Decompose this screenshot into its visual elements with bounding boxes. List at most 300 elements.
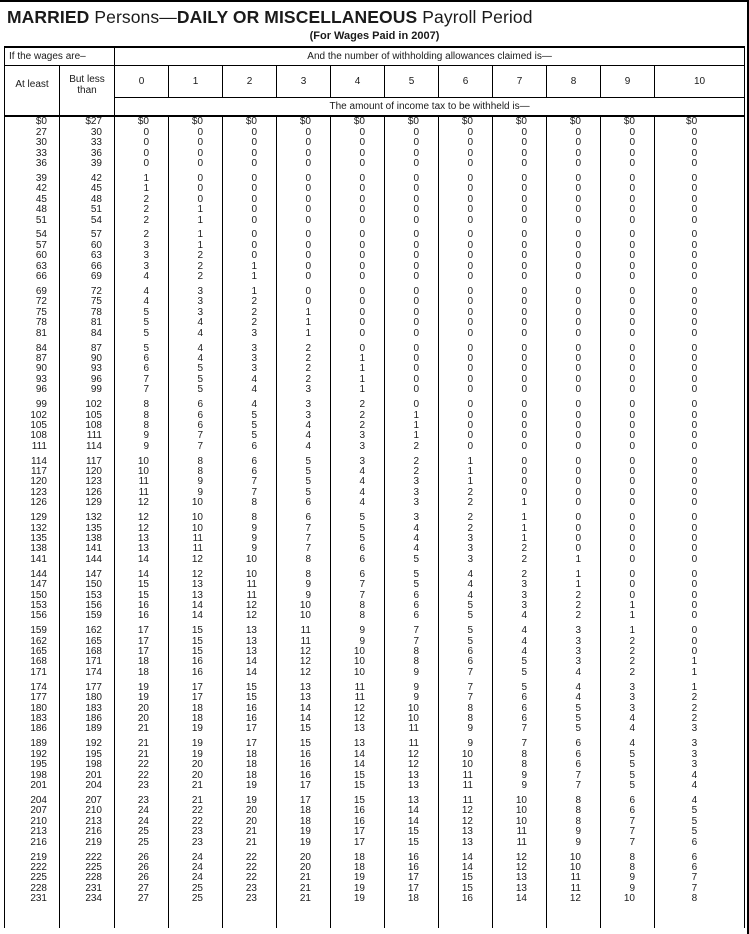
tax-amount-cell: 5	[331, 513, 385, 523]
wage-but-less-cell: 45	[60, 184, 115, 194]
tax-amount-cell: 0	[439, 441, 493, 451]
tax-amount-cell: 19	[277, 837, 331, 847]
tax-amount-cell: 21	[223, 827, 277, 837]
allowance-col-header: 5	[385, 66, 439, 98]
tax-amount-cell: 8	[277, 554, 331, 564]
tax-amount-cell: 0	[655, 513, 745, 523]
tax-amount-cell: 0	[493, 354, 547, 364]
block-gap-cell	[655, 904, 745, 928]
tax-amount-cell: 2	[439, 487, 493, 497]
tax-amount-cell: 0	[493, 230, 547, 240]
tax-amount-cell: 13	[169, 590, 223, 600]
tax-amount-cell: 0	[169, 127, 223, 137]
tax-amount-cell: 5	[493, 667, 547, 677]
tax-amount-cell: 3	[547, 657, 601, 667]
tax-amount-cell: 7	[223, 477, 277, 487]
tax-amount-cell: 0	[655, 287, 745, 297]
tax-amount-cell: 0	[277, 148, 331, 158]
tax-amount-cell: 1	[493, 498, 547, 508]
tax-amount-cell: 2	[601, 657, 655, 667]
tax-amount-cell: 10	[331, 667, 385, 677]
tax-amount-cell: 9	[115, 441, 169, 451]
tax-amount-cell: 10	[385, 714, 439, 724]
wage-at-least-cell: 189	[30, 739, 47, 750]
wage-at-least-cell: 63	[35, 261, 47, 272]
tax-amount-cell: 3	[493, 601, 547, 611]
tax-amount-cell: 3	[547, 626, 601, 636]
tax-amount-cell: 7	[493, 739, 547, 749]
tax-amount-cell: 0	[223, 194, 277, 204]
tax-amount-cell: 19	[223, 781, 277, 791]
tax-amount-cell: 6	[169, 421, 223, 431]
tax-amount-cell: 0	[601, 441, 655, 451]
tax-amount-cell: 1	[115, 184, 169, 194]
tax-amount-cell: 0	[493, 159, 547, 169]
tax-amount-cell: 12	[493, 863, 547, 873]
tax-amount-cell: 8	[601, 863, 655, 873]
tax-amount-cell: 9	[169, 487, 223, 497]
tax-amount-cell: 0	[655, 498, 745, 508]
wages-are-label: If the wages are–	[5, 47, 115, 66]
tax-amount-cell: 1	[169, 215, 223, 225]
wage-but-less-cell: 81	[60, 318, 115, 328]
tax-amount-cell: 0	[547, 287, 601, 297]
tax-amount-cell: 0	[385, 318, 439, 328]
wage-but-less-cell: 189	[60, 724, 115, 734]
wage-but-less-cell: 33	[60, 138, 115, 148]
wage-but-less-cell: 174	[60, 667, 115, 677]
tax-amount-cell: 0	[385, 385, 439, 395]
tax-amount-cell: 1	[439, 456, 493, 466]
tax-amount-cell: 5	[169, 374, 223, 384]
tax-amount-cell: 0	[547, 354, 601, 364]
tax-amount-cell: 0	[439, 272, 493, 282]
tax-amount-cell: 0	[547, 523, 601, 533]
tax-amount-cell: $0	[223, 116, 277, 127]
tax-amount-cell: 3	[385, 487, 439, 497]
tax-amount-cell: 13	[493, 873, 547, 883]
tax-amount-cell: 16	[277, 749, 331, 759]
tax-amount-cell: 0	[601, 148, 655, 158]
tax-amount-cell: 8	[331, 601, 385, 611]
tax-amount-cell: 0	[547, 251, 601, 261]
tax-amount-cell: 0	[547, 138, 601, 148]
tax-amount-cell: 17	[385, 883, 439, 893]
wage-but-less-cell: $27	[60, 116, 115, 127]
wage-at-least-cell: 156	[30, 610, 47, 622]
allowance-col-header: 9	[601, 66, 655, 98]
allowance-col-header: 7	[493, 66, 547, 98]
tax-amount-cell: 9	[385, 667, 439, 677]
tax-amount-cell: 1	[493, 513, 547, 523]
tax-amount-cell: 0	[493, 138, 547, 148]
wage-at-least-cell: 231	[30, 893, 47, 905]
tax-amount-cell: 2	[115, 194, 169, 204]
tax-amount-cell: 15	[439, 883, 493, 893]
tax-amount-cell: 12	[115, 523, 169, 533]
wage-at-least-cell: 129	[30, 512, 47, 524]
tax-amount-cell: 0	[115, 148, 169, 158]
tax-amount-cell: 0	[601, 421, 655, 431]
tax-amount-cell: 0	[601, 159, 655, 169]
tax-amount-cell: 0	[385, 240, 439, 250]
tax-amount-cell: 24	[115, 806, 169, 816]
tax-amount-cell: 2	[493, 554, 547, 564]
tax-amount-cell: 7	[439, 667, 493, 677]
tax-amount-cell: 0	[493, 477, 547, 487]
tax-amount-cell: 5	[277, 467, 331, 477]
block-gap-cell	[385, 904, 439, 928]
tax-amount-cell: 13	[277, 682, 331, 692]
tax-amount-cell: 23	[169, 827, 223, 837]
tax-amount-cell: 17	[115, 626, 169, 636]
tax-amount-cell: 4	[493, 647, 547, 657]
tax-amount-cell: 4	[223, 374, 277, 384]
tax-amount-cell: $0	[439, 116, 493, 127]
tax-amount-cell: 17	[223, 724, 277, 734]
wage-at-least-cell: 45	[35, 194, 47, 205]
tax-amount-cell: 21	[115, 749, 169, 759]
tax-amount-cell: 2	[601, 647, 655, 657]
tax-amount-cell: 0	[547, 318, 601, 328]
tax-amount-cell: 5	[493, 657, 547, 667]
tax-amount-cell: 8	[547, 806, 601, 816]
tax-amount-cell: 0	[601, 184, 655, 194]
tax-amount-cell: 0	[385, 194, 439, 204]
wage-but-less-cell: 54	[60, 215, 115, 225]
tax-amount-cell: 7	[277, 544, 331, 554]
tax-amount-cell: 9	[493, 770, 547, 780]
tax-amount-cell: 0	[223, 205, 277, 215]
tax-amount-cell: 1	[493, 534, 547, 544]
tax-amount-cell: 10	[223, 569, 277, 579]
tax-amount-cell: 5	[331, 534, 385, 544]
tax-amount-cell: 11	[493, 837, 547, 847]
tax-amount-cell: 0	[601, 287, 655, 297]
wage-at-least-cell: 120	[30, 477, 47, 488]
tax-amount-cell: 3	[223, 343, 277, 353]
tax-amount-cell: 1	[439, 467, 493, 477]
tax-amount-cell: 1	[601, 626, 655, 636]
tax-amount-cell: 0	[493, 194, 547, 204]
tax-amount-cell: 6	[277, 513, 331, 523]
tax-amount-cell: 0	[655, 487, 745, 497]
tax-amount-cell: 25	[169, 894, 223, 904]
table-row	[5, 184, 745, 194]
tax-amount-cell: 6	[493, 693, 547, 703]
wage-at-least-cell: 111	[31, 441, 47, 452]
tax-amount-cell: 2	[655, 703, 745, 713]
tax-amount-cell: 0	[439, 261, 493, 271]
tax-amount-cell: 2	[385, 441, 439, 451]
tax-amount-cell: 8	[547, 796, 601, 806]
wage-but-less-cell: 105	[60, 410, 115, 420]
tax-amount-cell: 0	[547, 421, 601, 431]
tax-amount-cell: 0	[331, 194, 385, 204]
tax-amount-cell: 8	[655, 894, 745, 904]
tax-amount-cell: 0	[331, 174, 385, 184]
table-row	[5, 601, 745, 611]
tax-amount-cell: 0	[493, 487, 547, 497]
tax-amount-cell: 13	[277, 693, 331, 703]
table-row	[5, 456, 745, 466]
tax-amount-cell: 0	[331, 343, 385, 353]
block-gap-cell	[601, 904, 655, 928]
tax-amount-cell: 6	[601, 796, 655, 806]
tax-amount-cell: 8	[331, 611, 385, 621]
tax-amount-cell: 5	[169, 364, 223, 374]
tax-amount-cell: 0	[439, 184, 493, 194]
tax-amount-cell: 0	[385, 272, 439, 282]
tax-amount-cell: 13	[223, 636, 277, 646]
table-row	[5, 127, 745, 137]
wage-but-less-cell: 150	[60, 580, 115, 590]
tax-amount-cell: 3	[385, 513, 439, 523]
tax-amount-cell: 15	[115, 580, 169, 590]
tax-amount-cell: 22	[223, 852, 277, 862]
tax-amount-cell: 14	[385, 816, 439, 826]
block-gap-cell	[60, 904, 115, 928]
tax-amount-cell: $0	[385, 116, 439, 127]
tax-amount-cell: 2	[385, 467, 439, 477]
tax-amount-cell: 3	[331, 431, 385, 441]
table-row	[5, 693, 745, 703]
allowance-col-header: 10	[655, 66, 745, 98]
tax-amount-cell: 0	[601, 230, 655, 240]
tax-amount-cell: 26	[115, 873, 169, 883]
wage-at-least-cell: 135	[30, 533, 47, 544]
tax-amount-cell: 12	[385, 749, 439, 759]
tax-amount-cell: 0	[601, 127, 655, 137]
tax-amount-cell: 2	[601, 636, 655, 646]
tax-amount-cell: 0	[655, 354, 745, 364]
tax-amount-cell: 0	[385, 297, 439, 307]
tax-amount-cell: 0	[655, 441, 745, 451]
tax-amount-cell: 0	[547, 127, 601, 137]
tax-amount-cell: 6	[547, 749, 601, 759]
tax-amount-cell: 4	[331, 477, 385, 487]
tax-amount-cell: 21	[169, 796, 223, 806]
tax-amount-cell: 0	[439, 385, 493, 395]
tax-amount-cell: 14	[493, 894, 547, 904]
tax-amount-cell: 6	[223, 441, 277, 451]
header-row-wages	[5, 47, 745, 66]
tax-amount-cell: 7	[331, 580, 385, 590]
table-row	[5, 781, 745, 791]
wage-at-least-cell: 195	[30, 759, 47, 771]
tax-amount-cell: 0	[223, 148, 277, 158]
table-row	[5, 749, 745, 759]
wage-at-least-cell: 27	[35, 127, 47, 138]
tax-amount-cell: 21	[169, 781, 223, 791]
tax-amount-cell: 16	[385, 863, 439, 873]
wage-at-least-cell: 192	[30, 749, 47, 760]
tax-amount-cell: 16	[331, 806, 385, 816]
tax-amount-cell: 0	[655, 477, 745, 487]
tax-amount-cell: 9	[331, 626, 385, 636]
wage-at-least-cell: 204	[30, 795, 47, 806]
tax-amount-cell: 17	[277, 796, 331, 806]
tax-amount-cell: 0	[277, 194, 331, 204]
tax-amount-cell: 15	[115, 590, 169, 600]
tax-amount-cell: 2	[493, 569, 547, 579]
tax-amount-cell: 0	[493, 174, 547, 184]
tax-amount-cell: 7	[331, 590, 385, 600]
tax-amount-cell: 1	[547, 580, 601, 590]
tax-amount-cell: 8	[277, 569, 331, 579]
wage-but-less-cell: 72	[60, 287, 115, 297]
tax-amount-cell: 12	[277, 667, 331, 677]
tax-amount-cell: 0	[277, 159, 331, 169]
tax-amount-cell: 2	[115, 230, 169, 240]
table-row	[5, 852, 745, 862]
tax-amount-cell: 14	[331, 760, 385, 770]
wage-at-least-cell: 72	[35, 297, 47, 308]
tax-amount-cell: 0	[655, 611, 745, 621]
tax-amount-cell: 0	[655, 127, 745, 137]
tax-amount-cell: 0	[493, 148, 547, 158]
tax-amount-cell: 6	[223, 467, 277, 477]
tax-amount-cell: 19	[331, 894, 385, 904]
page-top-border	[0, 0, 749, 2]
tax-amount-cell: 0	[547, 272, 601, 282]
tax-amount-cell: 1	[223, 287, 277, 297]
wage-but-less-cell: 75	[60, 297, 115, 307]
tax-amount-cell: 11	[439, 781, 493, 791]
tax-amount-cell: 0	[439, 159, 493, 169]
tax-amount-cell: 3	[277, 400, 331, 410]
tax-amount-cell: 0	[493, 272, 547, 282]
tax-amount-cell: 6	[331, 544, 385, 554]
tax-amount-cell: 2	[277, 374, 331, 384]
wage-but-less-cell: 123	[60, 477, 115, 487]
tax-amount-cell: 24	[115, 816, 169, 826]
tax-amount-cell: 0	[493, 410, 547, 420]
wage-at-least-cell: 150	[30, 590, 47, 601]
tax-amount-cell: 0	[655, 410, 745, 420]
table-row	[5, 421, 745, 431]
tax-amount-cell: 7	[169, 441, 223, 451]
tax-amount-cell: 0	[547, 328, 601, 338]
tax-amount-cell: 0	[547, 467, 601, 477]
wage-at-least-cell: 225	[30, 872, 47, 884]
tax-amount-cell: 0	[277, 138, 331, 148]
tax-amount-cell: 12	[277, 657, 331, 667]
tax-amount-cell: 2	[331, 400, 385, 410]
tax-amount-cell: 5	[169, 385, 223, 395]
tax-amount-cell: 15	[169, 647, 223, 657]
tax-amount-cell: 9	[547, 827, 601, 837]
tax-amount-cell: 0	[493, 184, 547, 194]
tax-amount-cell: 0	[547, 297, 601, 307]
table-row	[5, 400, 745, 410]
table-row	[5, 647, 745, 657]
tax-amount-cell: 18	[169, 703, 223, 713]
tax-amount-cell: 11	[223, 590, 277, 600]
tax-amount-cell: 2	[547, 601, 601, 611]
tax-amount-cell: 5	[385, 554, 439, 564]
tax-amount-cell: 5	[439, 601, 493, 611]
tax-amount-cell: 9	[169, 477, 223, 487]
wage-but-less-cell: 213	[60, 816, 115, 826]
tax-amount-cell: 4	[331, 498, 385, 508]
tax-amount-cell: 15	[331, 796, 385, 806]
wage-at-least-cell: 108	[30, 430, 47, 442]
tax-amount-cell: 23	[223, 894, 277, 904]
header-row-amount	[5, 98, 745, 117]
tax-amount-cell: $0	[277, 116, 331, 127]
tax-amount-cell: 0	[601, 297, 655, 307]
tax-amount-cell: 2	[223, 297, 277, 307]
tax-amount-cell: 17	[223, 739, 277, 749]
table-row	[5, 770, 745, 780]
wage-at-least-cell: 207	[30, 805, 47, 817]
tax-amount-cell: 20	[169, 770, 223, 780]
tax-amount-cell: 0	[601, 138, 655, 148]
wage-but-less-cell: 204	[60, 781, 115, 791]
tax-amount-cell: 0	[439, 127, 493, 137]
tax-amount-cell: 4	[277, 441, 331, 451]
tax-amount-cell: 18	[277, 816, 331, 826]
tax-amount-cell: 0	[169, 159, 223, 169]
tax-amount-cell: 16	[115, 611, 169, 621]
tax-amount-cell: 0	[601, 410, 655, 420]
table-row	[5, 626, 745, 636]
wage-but-less-cell: 96	[60, 374, 115, 384]
tax-amount-cell: 0	[493, 431, 547, 441]
tax-amount-cell: 0	[169, 184, 223, 194]
wage-but-less-cell: 201	[60, 770, 115, 780]
tax-amount-cell: 19	[223, 796, 277, 806]
tax-amount-cell: 0	[493, 287, 547, 297]
tax-amount-cell: 0	[547, 385, 601, 395]
wage-but-less-cell: 66	[60, 261, 115, 271]
tax-amount-cell: 0	[331, 261, 385, 271]
tax-amount-cell: 1	[223, 272, 277, 282]
tax-amount-cell: $0	[655, 116, 745, 127]
tax-amount-cell: 2	[385, 456, 439, 466]
tax-amount-cell: 8	[601, 852, 655, 862]
wage-but-less-cell: 156	[60, 601, 115, 611]
tax-amount-cell: 0	[655, 272, 745, 282]
table-row	[5, 240, 745, 250]
wage-but-less-cell: 87	[60, 343, 115, 353]
block-gap	[5, 904, 745, 928]
title-persons: Persons—	[89, 7, 177, 27]
tax-amount-cell: 0	[385, 287, 439, 297]
tax-amount-cell: 11	[547, 873, 601, 883]
tax-amount-cell: 6	[385, 611, 439, 621]
tax-amount-cell: 4	[655, 781, 745, 791]
tax-amount-cell: 7	[277, 523, 331, 533]
tax-amount-cell: 0	[223, 174, 277, 184]
wage-at-least-cell: 171	[30, 667, 47, 678]
wage-but-less-cell: 120	[60, 467, 115, 477]
wage-at-least-cell: 132	[30, 523, 47, 534]
tax-amount-cell: 10	[169, 523, 223, 533]
wage-but-less-cell: 192	[60, 739, 115, 749]
tax-amount-cell: 14	[439, 863, 493, 873]
tax-amount-cell: 13	[223, 626, 277, 636]
tax-amount-cell: 0	[601, 343, 655, 353]
tax-amount-cell: 5	[439, 611, 493, 621]
wage-but-less-cell: 30	[60, 127, 115, 137]
tax-amount-cell: 8	[169, 467, 223, 477]
wage-but-less-cell: 186	[60, 714, 115, 724]
tax-amount-cell: 0	[547, 441, 601, 451]
tax-amount-cell: 0	[493, 215, 547, 225]
wage-at-least-cell: 168	[30, 657, 47, 668]
